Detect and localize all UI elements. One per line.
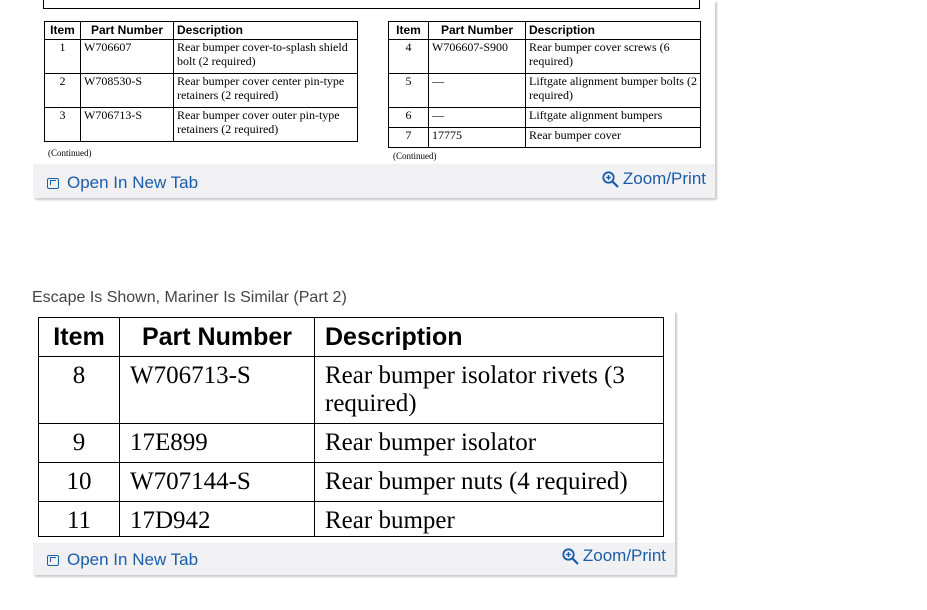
parts-table <box>38 317 664 537</box>
item-cell: 2 <box>45 74 81 108</box>
col-header-description: Description <box>526 22 701 40</box>
continued-note-left: (Continued) <box>48 148 92 158</box>
col-header-item: Item <box>45 22 81 40</box>
item-cell: 3 <box>45 108 81 142</box>
zoom-print-link[interactable] <box>601 169 706 189</box>
cropped-table-border <box>43 0 700 9</box>
part-number-cell: 17775 <box>429 128 526 148</box>
part-number-cell: W706607-S900 <box>429 40 526 74</box>
open-new-tab-icon <box>47 178 59 189</box>
item-cell: 4 <box>389 40 429 74</box>
item-cell: 6 <box>389 108 429 128</box>
table-header-row <box>45 22 358 40</box>
part-number-cell: — <box>429 74 526 108</box>
table-row <box>39 424 664 463</box>
figure-caption: Escape Is Shown, Mariner Is Similar (Part 2) <box>32 289 347 306</box>
item-cell: 7 <box>389 128 429 148</box>
zoom-print-link[interactable] <box>561 546 666 566</box>
part-number-cell: — <box>429 108 526 128</box>
open-in-new-tab-label: Open In New Tab <box>67 173 199 192</box>
figure-image-1[interactable] <box>33 0 715 164</box>
table-row <box>389 74 701 108</box>
col-header-part-number: Part Number <box>429 22 526 40</box>
zoom-magnifier-icon <box>561 547 580 566</box>
table-row <box>45 40 358 74</box>
col-header-description: Description <box>174 22 358 40</box>
part-number-cell: W708530-S <box>81 74 174 108</box>
zoom-print-label: Zoom/Print <box>622 169 706 188</box>
table-row <box>45 108 358 142</box>
part-number-cell: 17E899 <box>120 424 315 463</box>
table-row <box>39 502 664 537</box>
item-cell: 9 <box>39 424 120 463</box>
parts-table-right <box>388 21 701 148</box>
table-row <box>39 463 664 502</box>
part-number-cell: W706713-S <box>81 108 174 142</box>
table-row <box>389 128 701 148</box>
description-cell: Liftgate alignment bumper bolts (2 required) <box>526 74 701 108</box>
description-cell: Liftgate alignment bumpers <box>526 108 701 128</box>
description-cell: Rear bumper isolator rivets (3 required) <box>315 357 664 424</box>
col-header-item: Item <box>389 22 429 40</box>
part-number-cell: W706607 <box>81 40 174 74</box>
description-cell: Rear bumper cover <box>526 128 701 148</box>
description-cell: Rear bumper cover center pin-type retainers (2 required) <box>174 74 358 108</box>
figure-card-1 <box>33 0 715 198</box>
figure-image-2[interactable] <box>33 311 675 543</box>
description-cell: Rear bumper cover screws (6 required) <box>526 40 701 74</box>
table-header-row <box>389 22 701 40</box>
continued-note-right: (Continued) <box>393 151 437 161</box>
item-cell: 10 <box>39 463 120 502</box>
col-header-item: Item <box>39 318 120 357</box>
open-in-new-tab-link[interactable] <box>47 550 198 570</box>
description-cell: Rear bumper cover-to-splash shield bolt (2 required) <box>174 40 358 74</box>
description-cell: Rear bumper <box>315 502 664 537</box>
open-in-new-tab-label: Open In New Tab <box>67 550 199 569</box>
table-row <box>45 74 358 108</box>
col-header-part-number: Part Number <box>81 22 174 40</box>
part-number-cell: W706713-S <box>120 357 315 424</box>
part-number-cell: W707144-S <box>120 463 315 502</box>
description-cell: Rear bumper cover outer pin-type retainers (2 required) <box>174 108 358 142</box>
zoom-print-label: Zoom/Print <box>582 546 666 565</box>
description-cell: Rear bumper nuts (4 required) <box>315 463 664 502</box>
table-row <box>389 108 701 128</box>
zoom-magnifier-icon <box>601 170 620 189</box>
open-new-tab-icon <box>47 555 59 566</box>
figure-footer-2 <box>33 541 675 575</box>
item-cell: 11 <box>39 502 120 537</box>
part-number-cell: 17D942 <box>120 502 315 537</box>
open-in-new-tab-link[interactable] <box>47 173 198 193</box>
table-row <box>389 40 701 74</box>
figure-card-2 <box>33 311 675 575</box>
figure-footer-1 <box>33 164 715 198</box>
item-cell: 1 <box>45 40 81 74</box>
parts-table-left <box>44 21 358 142</box>
col-header-part-number: Part Number <box>120 318 315 357</box>
col-header-description: Description <box>315 318 664 357</box>
item-cell: 8 <box>39 357 120 424</box>
item-cell: 5 <box>389 74 429 108</box>
description-cell: Rear bumper isolator <box>315 424 664 463</box>
table-row <box>39 357 664 424</box>
table-header-row <box>39 318 664 357</box>
